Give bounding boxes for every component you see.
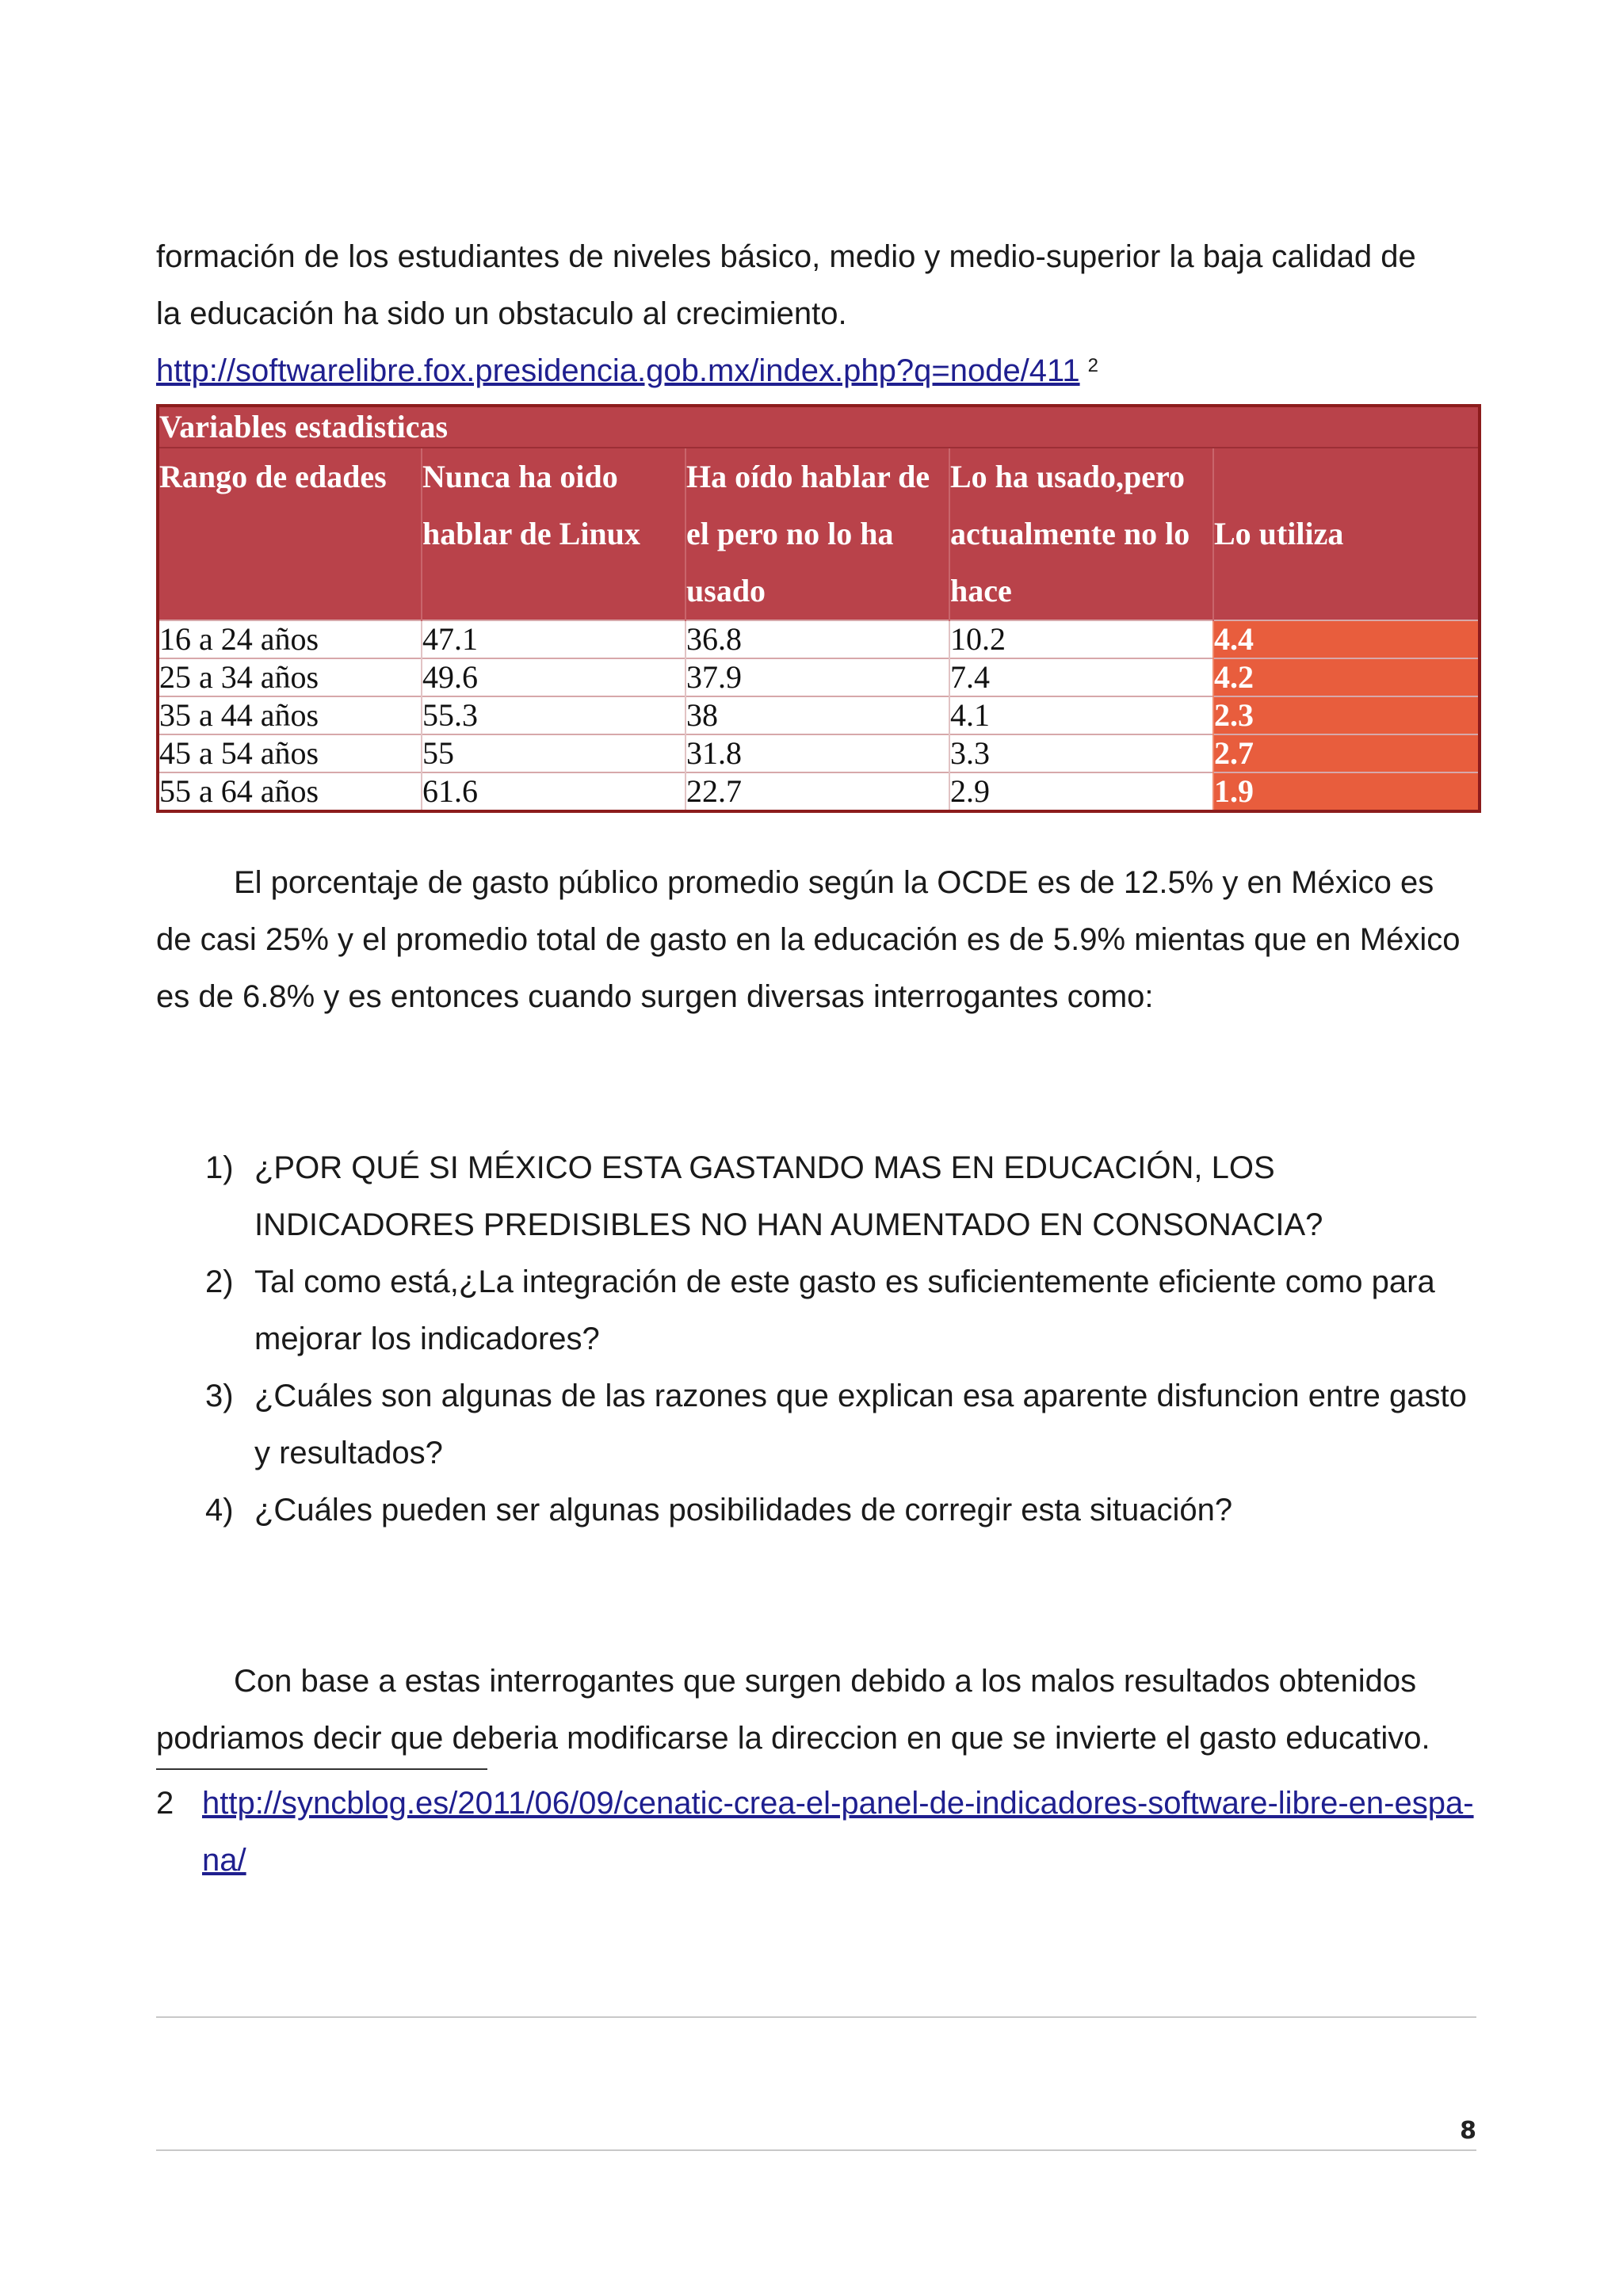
cell-uses-it: 4.2 bbox=[1213, 658, 1480, 696]
cell-heard-not-used: 31.8 bbox=[685, 734, 949, 772]
footnote-reference[interactable]: 2 bbox=[1087, 355, 1098, 376]
list-item bbox=[156, 1139, 1476, 1253]
page-number: 8 bbox=[1460, 2117, 1476, 2145]
cell-age-range: 35 a 44 años bbox=[158, 696, 422, 734]
cell-age-range: 45 a 54 años bbox=[158, 734, 422, 772]
footnote bbox=[156, 1775, 1476, 1889]
list-item bbox=[156, 1253, 1476, 1367]
cell-age-range: 16 a 24 años bbox=[158, 620, 422, 658]
cell-uses-it: 1.9 bbox=[1213, 772, 1480, 811]
cell-never-heard: 55 bbox=[422, 734, 685, 772]
header-nunca-ha-oido: Nunca ha oido hablar de Linux bbox=[422, 448, 685, 620]
list-item bbox=[156, 1482, 1476, 1539]
cell-never-heard: 61.6 bbox=[422, 772, 685, 811]
list-item-number: 2) bbox=[205, 1264, 234, 1299]
list-item-text: ¿Cuáles pueden ser algunas posibilidades de corregir esta situación? bbox=[254, 1493, 1233, 1527]
table-row bbox=[158, 658, 1480, 696]
list-item-number: 4) bbox=[205, 1493, 234, 1527]
cell-used-before: 10.2 bbox=[949, 620, 1213, 658]
cell-never-heard: 55.3 bbox=[422, 696, 685, 734]
table-title: Variables estadisticas bbox=[158, 406, 1480, 448]
paragraph-conclusion: Con base a estas interrogantes que surgen debido a los malos resultados obtenidos podriamos decir que deberia modificarse la direccion en que se invierte el gasto educativo. bbox=[156, 1664, 1430, 1756]
table-row bbox=[158, 620, 1480, 658]
list-item-number: 3) bbox=[205, 1379, 234, 1413]
footer-bottom-rule bbox=[156, 2149, 1476, 2151]
linux-usage-table bbox=[156, 404, 1481, 813]
list-item-number: 1) bbox=[205, 1150, 234, 1185]
cell-used-before: 2.9 bbox=[949, 772, 1213, 811]
intro-link-line bbox=[156, 342, 1476, 399]
header-ha-oido-hablar: Ha oído hablar de el pero no lo ha usado bbox=[685, 448, 949, 620]
cell-heard-not-used: 37.9 bbox=[685, 658, 949, 696]
cell-uses-it: 2.7 bbox=[1213, 734, 1480, 772]
cell-used-before: 7.4 bbox=[949, 658, 1213, 696]
intro-line-2: la educación ha sido un obstaculo al crecimiento. bbox=[156, 296, 847, 331]
cell-never-heard: 47.1 bbox=[422, 620, 685, 658]
intro-line-1: formación de los estudiantes de niveles básico, medio y medio-superior la baja calidad de bbox=[156, 239, 1416, 274]
table-row bbox=[158, 734, 1480, 772]
cell-used-before: 3.3 bbox=[949, 734, 1213, 772]
header-rango-de-edades: Rango de edades bbox=[158, 448, 422, 620]
cell-never-heard: 49.6 bbox=[422, 658, 685, 696]
list-item-text: Tal como está,¿La integración de este gasto es suficientemente eficiente como para mejorar los indicadores? bbox=[254, 1264, 1435, 1356]
list-item-text: ¿Cuáles son algunas de las razones que explican esa aparente disfuncion entre gasto y resultados? bbox=[254, 1379, 1467, 1470]
cell-heard-not-used: 38 bbox=[685, 696, 949, 734]
list-item bbox=[156, 1367, 1476, 1482]
syncblog-link[interactable]: http://syncblog.es/2011/06/09/cenatic-crea-el-panel-de-indicadores-software-libre-en-espa-na/ bbox=[202, 1786, 1474, 1878]
cell-uses-it: 2.3 bbox=[1213, 696, 1480, 734]
table-row bbox=[158, 696, 1480, 734]
table-header-row bbox=[158, 448, 1480, 620]
cell-uses-it: 4.4 bbox=[1213, 620, 1480, 658]
list-item-text: ¿POR QUÉ SI MÉXICO ESTA GASTANDO MAS EN EDUCACIÓN, LOS INDICADORES PREDISIBLES NO HAN AUMENTADO EN CONSONACIA? bbox=[254, 1150, 1323, 1242]
header-lo-ha-usado: Lo ha usado,pero actualmente no lo hace bbox=[949, 448, 1213, 620]
cell-heard-not-used: 22.7 bbox=[685, 772, 949, 811]
questions-list bbox=[156, 1139, 1476, 1539]
cell-age-range: 25 a 34 años bbox=[158, 658, 422, 696]
footnote-separator bbox=[156, 1768, 487, 1770]
cell-used-before: 4.1 bbox=[949, 696, 1213, 734]
header-lo-utiliza: Lo utiliza bbox=[1213, 448, 1480, 620]
page-content bbox=[156, 228, 1476, 1889]
table-row bbox=[158, 772, 1480, 811]
paragraph-gasto-publico: El porcentaje de gasto público promedio según la OCDE es de 12.5% y en México es de casi 25% y el promedio total de gasto en la educación es de 5.9% mientas que en México es de 6.8% y es entonces cuando surgen diversas interrogantes como: bbox=[156, 865, 1461, 1014]
cell-heard-not-used: 36.8 bbox=[685, 620, 949, 658]
cell-age-range: 55 a 64 años bbox=[158, 772, 422, 811]
footnote-number: 2 bbox=[156, 1786, 174, 1821]
table-title-row bbox=[158, 406, 1480, 448]
footer-top-rule bbox=[156, 2016, 1476, 2018]
softwarelibre-link[interactable]: http://softwarelibre.fox.presidencia.gob.mx/index.php?q=node/411 bbox=[156, 353, 1080, 388]
